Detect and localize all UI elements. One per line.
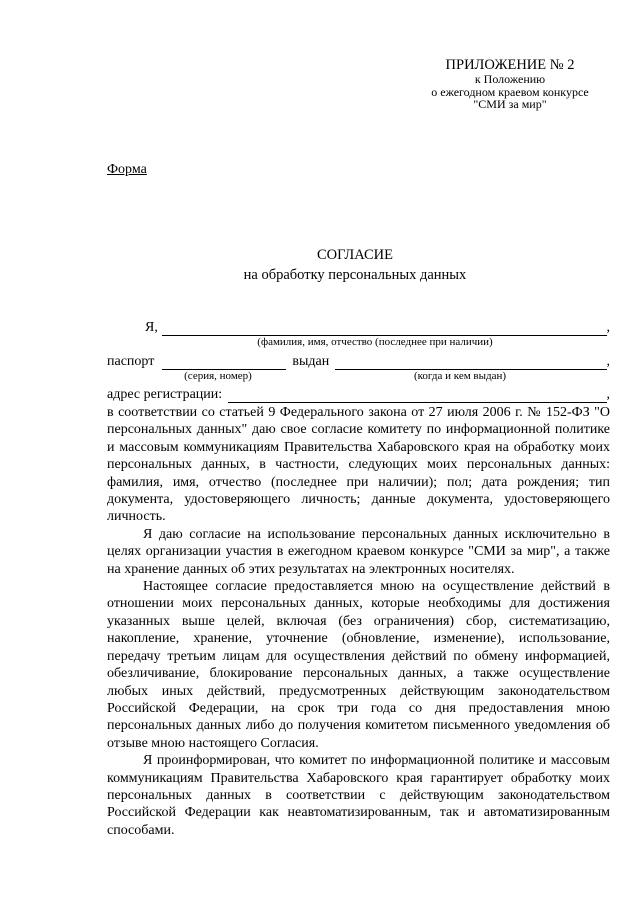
appendix-line-2: о ежегодном краевом конкурсе: [431, 84, 589, 99]
address-line[interactable]: [228, 388, 606, 403]
passport-label: паспорт: [107, 354, 155, 369]
issued-label: выдан: [292, 354, 330, 369]
issued-comma: ,: [606, 354, 610, 369]
paragraph-4: Я проинформирован, что комитет по информационной политике и массовым коммуникациям Правительства Хабаровского края гарантирует обработку моих персональных данных в соответствии с действующим законодательством Российской Федерации как неавтоматизированным, так и автоматизированным способами.: [107, 753, 610, 838]
paragraph-3: Настоящее согласие предоставляется мною на осуществление действий в отношении моих персональных данных, которые необходимы для достижения указанных выше целей, включая (без ограничения) сбор, систематизацию, накопление, хранение, уточнение (обновление, изменение), использование, передачу третьим лицам для осуществления действий по обмену информацией, обезличивание, блокирование персональных данных, а также осуществление любых иных действий, предусмотренных действующим законодательством Российской Федерации, на срок три года со дня предоставления мною персональных данных либо до получения комитетом письменного уведомления об отзыве мною настоящего Согласия.: [107, 579, 610, 751]
passport-row: [107, 354, 610, 370]
appendix-line-1: к Положению: [474, 72, 546, 87]
passport-line[interactable]: [162, 355, 286, 370]
i-label: Я,: [145, 320, 158, 335]
fio-hint: (фамилия, имя, отчество (последнее при наличии): [257, 336, 493, 348]
address-row: [107, 387, 610, 403]
consent-body: [107, 404, 610, 839]
appendix-block: [410, 58, 610, 111]
appendix-line-3: "СМИ за мир": [473, 97, 547, 112]
address-label: адрес регистрации:: [107, 387, 223, 402]
title-main: СОГЛАСИЕ: [316, 247, 394, 263]
issued-line[interactable]: [335, 355, 606, 370]
fio-comma: ,: [606, 320, 610, 335]
title-sub: на обработку персональных данных: [243, 266, 467, 283]
paragraph-2: Я даю согласие на использование персональных данных исключительно в целях организации участия в ежегодном краевом конкурсе "СМИ за мир", а также на хранение данных об этих результатах на электронных носителях.: [107, 526, 610, 577]
document-title: [0, 246, 640, 285]
form-label: Форма: [107, 162, 147, 177]
paragraph-1: в соответствии со статьей 9 Федерального закона от 27 июля 2006 г. № 152-ФЗ "О персональных данных" даю свое согласие комитету по информационной политике и массовым коммуникациям Правительства Хабаровского края на обработку моих персональных данных, в частности, следующих моих персональных данных: фамилия, имя, отчество (последнее при наличии); пол; дата рождения; тип документа, удостоверяющего личность; данные документа, удостоверяющего личность.: [107, 405, 610, 525]
series-hint: (серия, номер): [184, 370, 252, 382]
fio-row: [107, 320, 610, 336]
fio-line[interactable]: [162, 321, 607, 336]
issued-hint: (когда и кем выдан): [413, 370, 507, 382]
appendix-heading: ПРИЛОЖЕНИЕ № 2: [445, 57, 575, 73]
address-comma: ,: [606, 387, 610, 402]
